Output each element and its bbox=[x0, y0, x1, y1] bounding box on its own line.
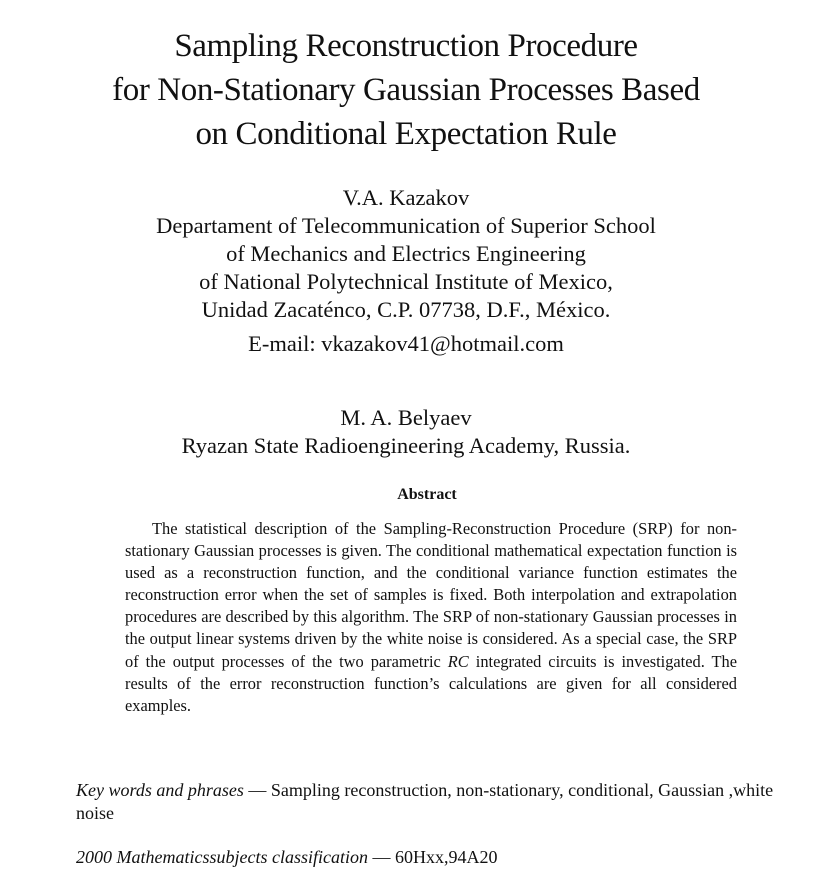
keywords-text: Sampling reconstruction, non-stationary, conditional, Gaussian ,white noise bbox=[76, 780, 774, 823]
affiliation-line: of National Polytechnical Institute of Mexico, bbox=[199, 269, 613, 294]
author-block-belyaev bbox=[0, 404, 812, 460]
classification-codes: 60Hxx,94A20 bbox=[394, 847, 498, 867]
affiliation-line: Departament of Telecommunication of Superior School bbox=[156, 213, 656, 238]
abstract-body bbox=[125, 518, 737, 717]
abstract-text: The statistical description of the Sampling-Reconstruction Procedure (SRP) for non-stationary Gaussian processes is given. The conditional mathematical expectation function is used as a reconstruction function, and the conditional variance function estimates the reconstruction error when the set of samples is fixed. Both interpolation and extrapolation procedures are described by this algorithm. The SRP of non-stationary Gaussian processes in the output linear systems driven by the white noise is considered. As a special case, the SRP of the output processes of the two parametric bbox=[125, 519, 737, 671]
classification-separator: — bbox=[367, 847, 395, 867]
author-name: M. A. Belyaev bbox=[340, 405, 472, 430]
author-email bbox=[0, 330, 812, 358]
abstract-text: integrated circuits is investigated. The results of the error reconstruction function’s calculations are given for all considered examples. bbox=[125, 651, 737, 715]
keywords-label: Key words and phrases bbox=[76, 780, 244, 800]
keywords bbox=[76, 779, 796, 825]
title-line: for Non-Stationary Gaussian Processes Based bbox=[112, 72, 700, 108]
title-line: Sampling Reconstruction Procedure bbox=[174, 28, 638, 64]
abstract-italic-term: RC bbox=[447, 651, 469, 671]
affiliation-line: Unidad Zacaténco, C.P. 07738, D.F., México. bbox=[201, 297, 611, 322]
classification-label: 2000 Mathematicssubjects classification bbox=[76, 847, 368, 867]
email-address[interactable]: vkazakov41@hotmail.com bbox=[321, 331, 564, 356]
title-line: on Conditional Expectation Rule bbox=[195, 116, 617, 152]
keywords-separator: — bbox=[243, 780, 271, 800]
affiliation-line: of Mechanics and Electrics Engineering bbox=[226, 241, 586, 266]
email-label: E-mail: bbox=[248, 331, 322, 356]
abstract-heading: Abstract bbox=[397, 486, 457, 503]
msc-classification bbox=[76, 846, 796, 869]
author-block-kazakov bbox=[0, 184, 812, 358]
affiliation-line: Ryazan State Radioengineering Academy, Russia. bbox=[181, 433, 631, 458]
paper-title bbox=[0, 24, 812, 156]
author-name: V.A. Kazakov bbox=[342, 185, 470, 210]
